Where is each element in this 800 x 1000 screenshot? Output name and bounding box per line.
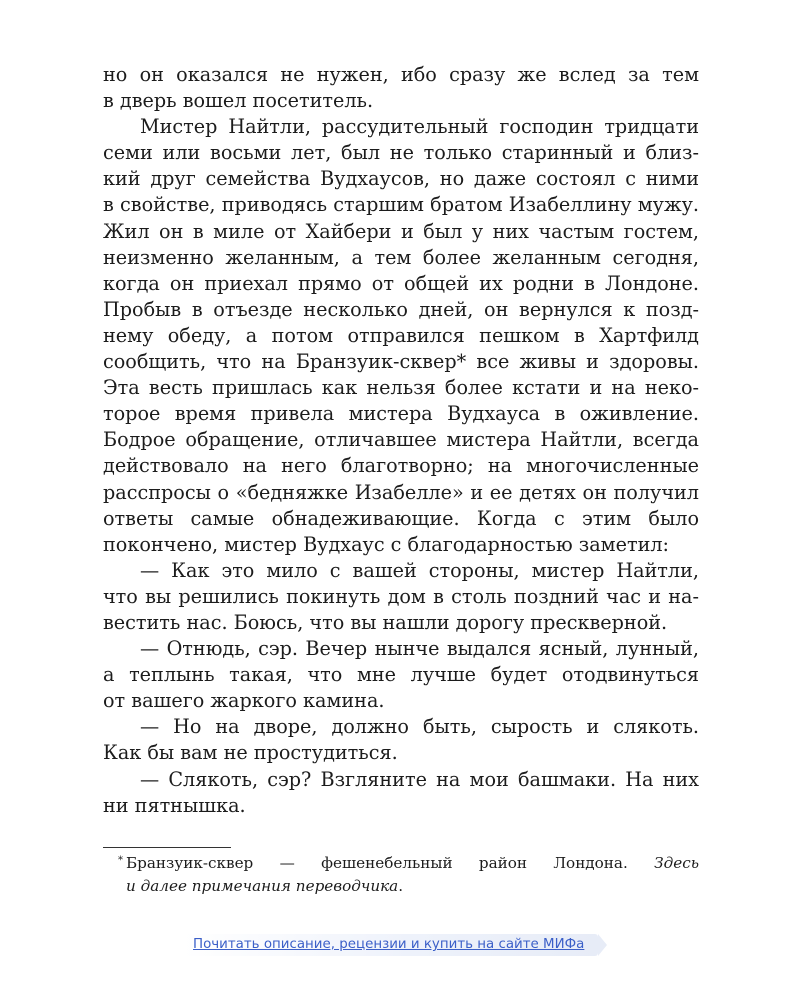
footnote-text: Бранзуик-сквер — фешенебельный район Лондона. <box>126 854 655 872</box>
paragraph <box>103 62 699 114</box>
footnote-italic-text: и далее примечания переводчика <box>126 877 399 895</box>
text-line: когда он приехал прямо от общей их родни в Лондоне. <box>103 271 699 295</box>
text-line: — Как это мило с вашей стороны, мистер Найтли, <box>140 558 699 582</box>
footnote-line-2 <box>126 875 699 898</box>
text-line: ответы самые обнадеживающие. Когда с этим было <box>103 506 699 530</box>
text-line: — Отнюдь, сэр. Вечер нынче выдался ясный, лунный, <box>140 637 699 661</box>
text-line: — Но на дворе, должно быть, сырость и слякоть. <box>140 715 699 739</box>
buy-book-link[interactable] <box>183 934 598 956</box>
footnote <box>118 852 699 898</box>
text-line: неизменно желанным, а тем более желанным сегодня, <box>103 245 699 269</box>
footnote-mark: * <box>118 855 123 866</box>
text-line: Пробыв в отъезде несколько дней, он вернулся к позд- <box>103 297 699 321</box>
text-line: но он оказался не нужен, ибо сразу же вслед за тем <box>103 63 699 86</box>
text-line: Мистер Найтли, рассудительный господин тридцати <box>140 115 699 139</box>
text-line: в дверь вошел посетитель. <box>103 89 374 113</box>
text-line: Жил он в миле от Хайбери и был у них частым гостем, <box>103 219 699 243</box>
text-line: сообщить, что на Бранзуик-сквер* все живы и здоровы. <box>103 350 699 374</box>
text-line: Эта весть пришлась как нельзя более кстати и на неко- <box>103 376 699 400</box>
text-line: что вы решились покинуть дом в столь поздний час и на- <box>103 584 699 608</box>
text-line: — Слякоть, сэр? Взгляните на мои башмаки. На них <box>140 767 699 791</box>
text-line: торое время привела мистера Вудхауса в оживление. <box>103 402 699 426</box>
footnote-line-1 <box>126 852 699 875</box>
chevron-right-icon <box>598 934 607 956</box>
text-line: а теплынь такая, что мне лучше будет отодвинуться <box>103 663 699 687</box>
text-line: вестить нас. Боюсь, что вы нашли дорогу прескверной. <box>103 610 668 634</box>
paragraph <box>103 767 699 819</box>
text-line: покончено, мистер Вудхаус с благодарностью заметил: <box>103 532 670 556</box>
footnote-divider <box>103 847 231 848</box>
paragraph <box>103 114 699 558</box>
text-line: Как бы вам не простудиться. <box>103 741 398 765</box>
paragraph <box>103 714 699 766</box>
paragraph <box>103 636 699 714</box>
text-line: ни пятнышка. <box>103 793 246 817</box>
text-line: от вашего жаркого камина. <box>103 689 385 713</box>
footnote-text-end: . <box>398 877 404 895</box>
text-line: кий друг семейства Вудхаусов, но даже состоял с ними <box>103 167 699 191</box>
text-line: нему обеду, а потом отправился пешком в Хартфилд <box>103 323 699 347</box>
text-line: в свойстве, приводясь старшим братом Изабеллину мужу. <box>103 193 699 217</box>
paragraph <box>103 558 699 636</box>
footnote-italic-text: Здесь <box>654 854 699 872</box>
text-line: семи или восьми лет, был не только старинный и близ- <box>103 141 699 165</box>
text-line: Бодрое обращение, отличавшее мистера Найтли, всегда <box>103 428 699 452</box>
text-line: действовало на него благотворно; на многочисленные <box>103 454 699 478</box>
text-line: расспросы о «бедняжке Изабелле» и ее детях он получил <box>103 480 699 504</box>
buy-book-link-label: Почитать описание, рецензии и купить на сайте МИФа <box>193 937 585 952</box>
page-body <box>103 62 699 819</box>
